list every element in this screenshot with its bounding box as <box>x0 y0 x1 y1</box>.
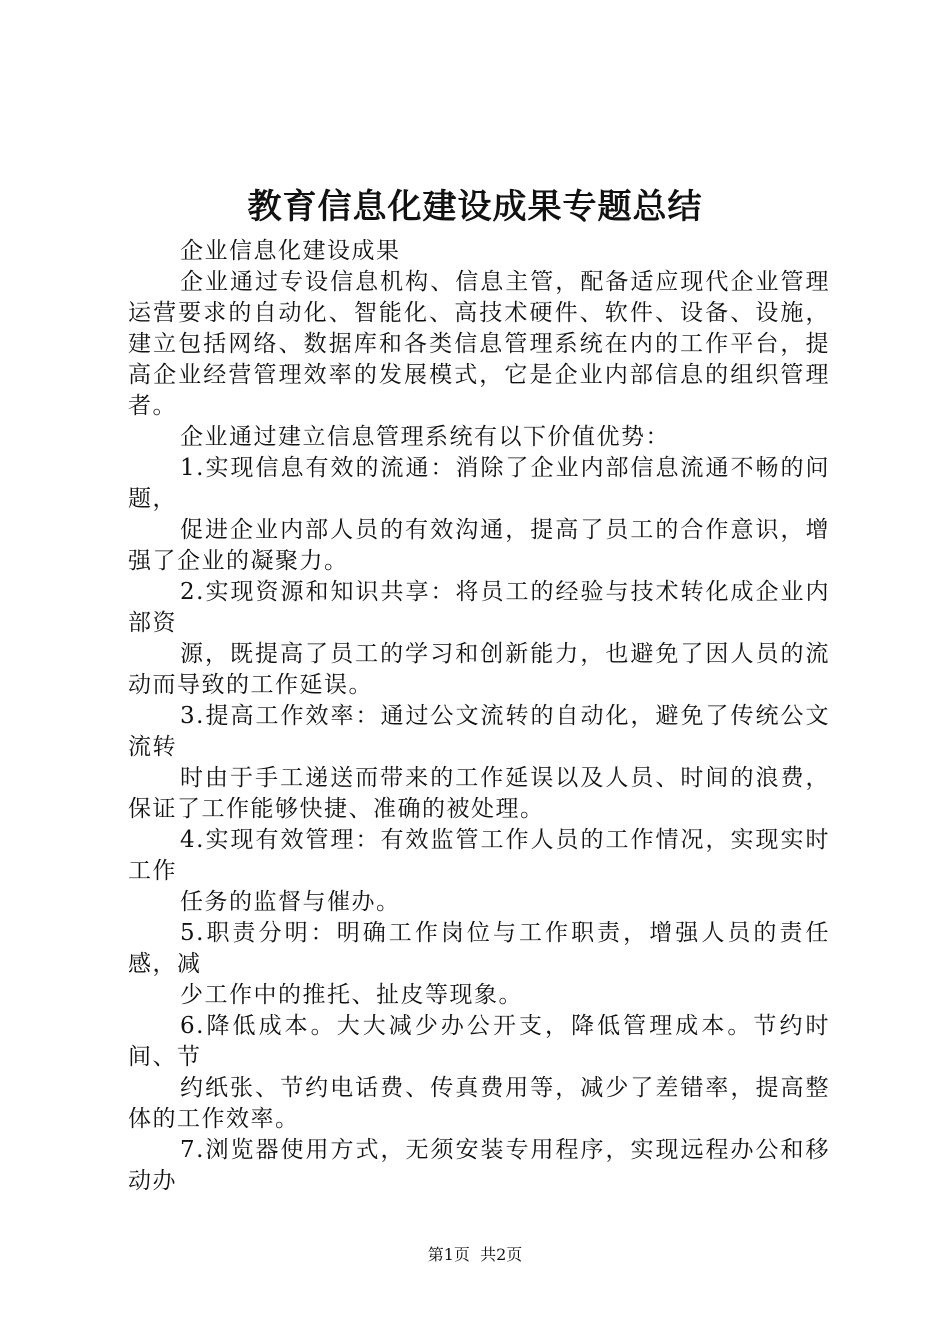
paragraph: 2.实现资源和知识共享：将员工的经验与技术转化成企业内部资 <box>128 579 830 636</box>
paragraph: 3.提高工作效率：通过公文流转的自动化，避免了传统公文流转 <box>128 703 830 760</box>
document-title: 教育信息化建设成果专题总结 <box>247 187 703 227</box>
paragraph: 源，既提高了员工的学习和创新能力，也避免了因人员的流动而导致的工作延误。 <box>128 641 830 698</box>
paragraph: 6.降低成本。大大减少办公开支，降低管理成本。节约时间、节 <box>128 1013 830 1070</box>
page-footer <box>0 1243 950 1267</box>
paragraph: 企业信息化建设成果 <box>180 238 401 264</box>
page-number: 第1页 共2页 <box>427 1245 523 1264</box>
paragraph: 促进企业内部人员的有效沟通，提高了员工的合作意识，增强了企业的凝聚力。 <box>128 517 830 574</box>
paragraph: 少工作中的推托、扯皮等现象。 <box>180 982 523 1008</box>
paragraph: 时由于手工递送而带来的工作延误以及人员、时间的浪费，保证了工作能够快捷、准确的被处理。 <box>128 765 830 822</box>
paragraph: 企业通过专设信息机构、信息主管，配备适应现代企业管理运营要求的自动化、智能化、高技术硬件、软件、设备、设施，建立包括网络、数据库和各类信息管理系统在内的工作平台，提高企业经营管理效率的发展模式，它是企业内部信息的组织管理者。 <box>128 269 830 419</box>
paragraph: 企业通过建立信息管理系统有以下价值优势： <box>180 424 670 450</box>
document-body <box>128 236 830 1197</box>
paragraph: 5.职责分明：明确工作岗位与工作职责，增强人员的责任感，减 <box>128 920 830 977</box>
paragraph: 7.浏览器使用方式，无须安装专用程序，实现远程办公和移动办 <box>128 1137 830 1194</box>
paragraph: 1.实现信息有效的流通：消除了企业内部信息流通不畅的问题， <box>128 455 830 512</box>
paragraph: 4.实现有效管理：有效监管工作人员的工作情况，实现实时工作 <box>128 827 830 884</box>
paragraph: 约纸张、节约电话费、传真费用等，减少了差错率，提高整体的工作效率。 <box>128 1075 830 1132</box>
paragraph: 任务的监督与催办。 <box>180 889 401 915</box>
